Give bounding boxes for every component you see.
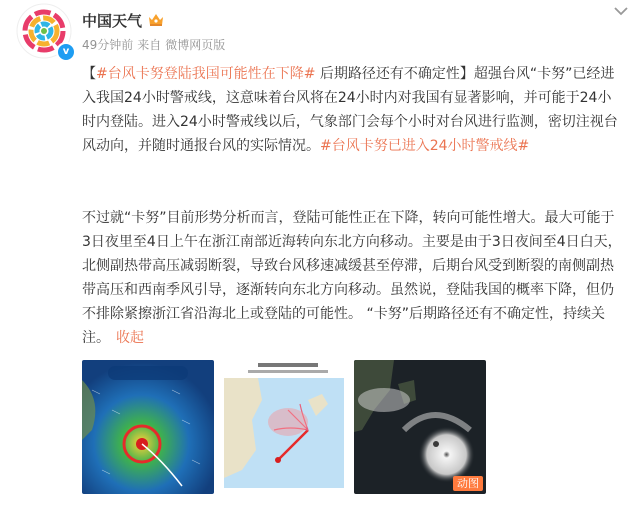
source-prefix: 来自: [137, 38, 162, 52]
post-time[interactable]: 49分钟前: [82, 38, 134, 52]
post-source[interactable]: 微博网页版: [165, 38, 226, 52]
verified-badge-icon: v: [56, 42, 76, 62]
collapse-button[interactable]: 收起: [116, 330, 144, 346]
typhoon-track-forecast-image[interactable]: [218, 360, 350, 494]
author-name[interactable]: 中国天气: [82, 11, 143, 30]
paragraph-1-text: 后期路径还有不确定性】超强台风“卡努”已经进入我国24小时警戒线，这意味着台风将在24小时内对我国有显著影响，并可能于24小时内登陆。进入24小时警戒线以后，气象部门会每个小时对台风进行监测，密切注视台风动向，并随时通报台风的实际情况。: [82, 66, 618, 154]
post-paragraph-1: [82, 62, 622, 158]
topic-link-warning-line[interactable]: #台风卡努已进入24小时警戒线#: [320, 138, 530, 154]
chevron-down-icon[interactable]: [613, 6, 629, 16]
satellite-cloud-image[interactable]: [354, 360, 486, 494]
bracket-open: 【: [82, 66, 96, 82]
typhoon-wind-map-image[interactable]: [82, 360, 214, 494]
post-paragraph-2: [82, 206, 622, 350]
image-grid: [82, 360, 486, 494]
post-meta: [82, 36, 225, 53]
gif-badge: 动图: [453, 476, 483, 491]
crown-icon[interactable]: [148, 13, 164, 27]
author-row: [82, 9, 164, 31]
topic-link-landing[interactable]: #台风卡努登陆我国可能性在下降#: [96, 66, 316, 82]
paragraph-2-text: 不过就“卡努”目前形势分析而言，登陆可能性正在下降，转向可能性增大。最大可能于3日夜里至4日上午在浙江南部近海转向东北方向移动。主要是由于3日夜间至4日白天，北侧副热带高压减弱断裂，导致台风移速减缓甚至停滞，后期台风受到断裂的南侧副热带高压和西南季风引导，逐渐转向东北方向移动。虽然说，登陆我国的概率下降，但仍不排除紧擦浙江省沿海北上或登陆的可能性。 “卡努”后期路径还有不确定性，持续关注。: [82, 210, 622, 346]
